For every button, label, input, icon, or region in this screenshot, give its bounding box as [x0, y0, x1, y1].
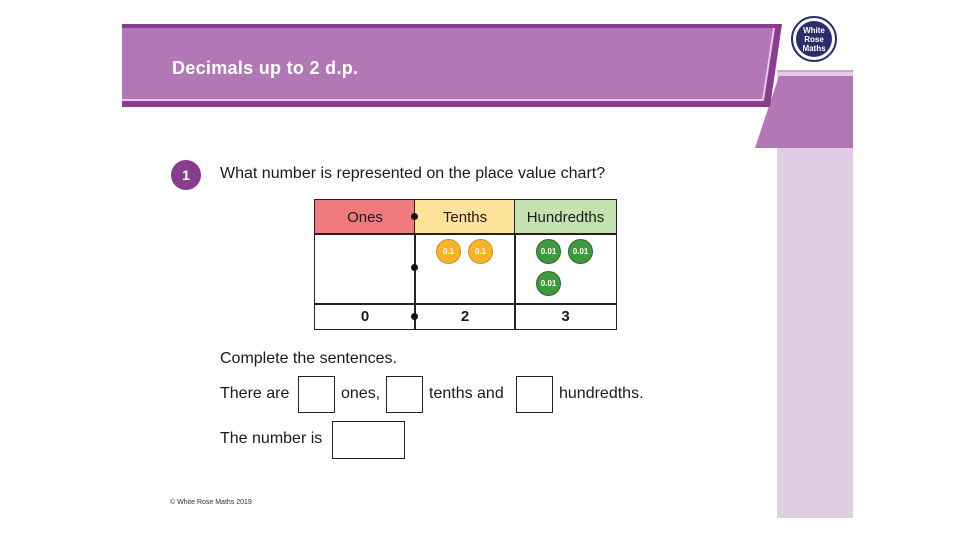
place-value-chart: [314, 199, 617, 330]
side-panel-divider: [777, 70, 853, 72]
question-number-badge: 1: [171, 160, 201, 190]
logo-text: White Rose Maths: [796, 21, 832, 57]
header-tenths-label: Tenths: [442, 208, 488, 226]
decimal-point-dot: [411, 264, 418, 271]
sentence2-part1: The number is: [220, 430, 323, 447]
hundredth-counter: 0.01: [536, 271, 561, 296]
instructions-text: Complete the sentences.: [220, 350, 397, 367]
value-hundredths-digit: 3: [561, 308, 570, 325]
sentence1-part2: ones,: [341, 385, 381, 402]
counters-hundredths: [514, 233, 617, 305]
number-answer-box[interactable]: [332, 421, 405, 459]
value-ones: [314, 303, 416, 330]
ones-answer-box[interactable]: [298, 376, 335, 413]
counters-tenths: [414, 233, 516, 305]
hundredths-answer-box[interactable]: [516, 376, 553, 413]
header-ones: [314, 199, 416, 235]
tenth-counter: 0.1: [468, 239, 493, 264]
hundredth-counter: 0.01: [536, 239, 561, 264]
tenth-counter: 0.1: [436, 239, 461, 264]
header-hundredths: [514, 199, 617, 235]
value-tenths-digit: 2: [460, 308, 470, 325]
copyright-text: © White Rose Maths 2019: [170, 499, 252, 506]
tenths-answer-box[interactable]: [386, 376, 423, 413]
decimal-point-dot: [411, 213, 418, 220]
sentence1-part3: tenths and: [429, 385, 504, 402]
header-ones-label: Ones: [347, 208, 383, 226]
page-title: Decimals up to 2 d.p.: [172, 58, 359, 78]
decimal-point-dot: [411, 313, 418, 320]
counters-ones: [314, 233, 416, 305]
header-tenths: [414, 199, 516, 235]
value-tenths: [414, 303, 516, 330]
sentence1-part1: There are: [220, 385, 290, 402]
question-text: What number is represented on the place value chart?: [220, 165, 606, 182]
hundredth-counter: 0.01: [568, 239, 593, 264]
sentence1-part4: hundredths.: [559, 385, 644, 402]
value-ones-digit: 0: [360, 308, 370, 325]
white-rose-maths-logo: [791, 16, 837, 62]
value-hundredths: [514, 303, 617, 330]
header-hundredths-label: Hundredths: [526, 208, 605, 226]
